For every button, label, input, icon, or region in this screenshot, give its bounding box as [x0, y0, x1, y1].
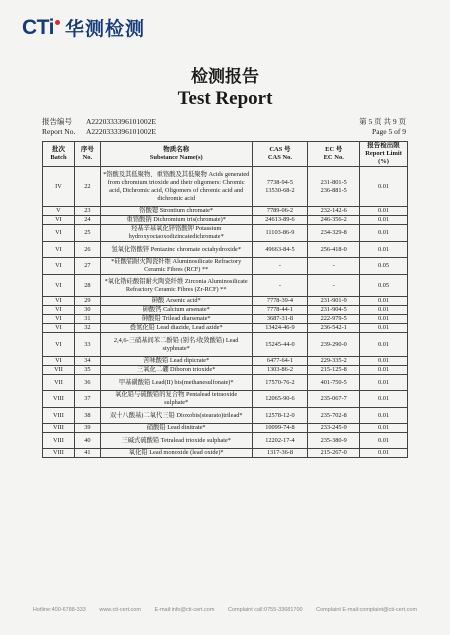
ec-cell: - [308, 275, 360, 297]
ec-cell: 235-380-9 [308, 433, 360, 449]
table-row [43, 258, 408, 275]
header-cas: CAS 号 CAS No. [252, 142, 308, 167]
cas-cell: 1303-86-2 [252, 366, 308, 375]
number-cell: 37 [74, 391, 100, 408]
cas-cell: 7738-94-5 13530-68-2 [252, 167, 308, 207]
batch-cell: VI [43, 216, 75, 225]
limit-cell: 0.01 [360, 315, 408, 324]
number-cell: 34 [74, 357, 100, 366]
batch-cell: VI [43, 242, 75, 258]
limit-cell: 0.01 [360, 306, 408, 315]
batch-cell: VI [43, 306, 75, 315]
limit-cell: 0.01 [360, 366, 408, 375]
limit-cell: 0.05 [360, 258, 408, 275]
cas-cell: 15245-44-0 [252, 333, 308, 357]
ec-cell: 233-245-9 [308, 424, 360, 433]
report-title-chinese: 检测报告 [191, 67, 259, 87]
number-cell: 41 [74, 449, 100, 458]
table-row [43, 297, 408, 306]
batch-cell: VIII [43, 391, 75, 408]
substance-cell: 硝酸铅 Lead dinitrate* [100, 424, 252, 433]
limit-cell: 0.01 [360, 167, 408, 207]
header-limit: 报告检出限 Report Limit (%) [360, 142, 408, 167]
ec-cell: 235-702-8 [308, 408, 360, 424]
table-row [43, 433, 408, 449]
number-cell: 28 [74, 275, 100, 297]
number-cell: 38 [74, 408, 100, 424]
limit-cell: 0.01 [360, 391, 408, 408]
number-cell: 39 [74, 424, 100, 433]
page-number-block [359, 117, 406, 137]
report-title-english: Test Report [177, 88, 273, 109]
footer-complaint-email: Complaint E-mail:complaint@cti-cert.com [316, 607, 418, 613]
cas-cell: 1317-36-8 [252, 449, 308, 458]
batch-cell: VI [43, 333, 75, 357]
footer-hotline: Hotline:400-6788-333 [32, 607, 86, 613]
ec-cell: 231-801-5 236-881-5 [308, 167, 360, 207]
header-no: 序号 No. [74, 142, 100, 167]
batch-cell: VI [43, 324, 75, 333]
page-number-en: Page 5 of 9 [372, 127, 406, 136]
cas-cell: 12202-17-4 [252, 433, 308, 449]
cas-cell: 49663-84-5 [252, 242, 308, 258]
ec-cell: 215-125-8 [308, 366, 360, 375]
cas-cell: - [252, 275, 308, 297]
report-number-block [42, 117, 156, 137]
substance-cell: 双十八酸基)二氧代三铅 Dioxobis(stearato)trilead* [100, 408, 252, 424]
number-cell: 33 [74, 333, 100, 357]
number-cell: 26 [74, 242, 100, 258]
limit-cell: 0.01 [360, 449, 408, 458]
limit-cell: 0.01 [360, 333, 408, 357]
cas-cell: 12578-12-0 [252, 408, 308, 424]
batch-cell: V [43, 207, 75, 216]
limit-cell: 0.01 [360, 297, 408, 306]
table-row [43, 324, 408, 333]
cas-cell: 13424-46-9 [252, 324, 308, 333]
number-cell: 24 [74, 216, 100, 225]
report-no-en: A2220333396101002E [86, 127, 156, 136]
batch-cell: VI [43, 357, 75, 366]
logo-text: CTi [22, 15, 54, 39]
table-row [43, 333, 408, 357]
substance-cell: 苦味酸铅 Lead dipicrate* [100, 357, 252, 366]
limit-cell: 0.01 [360, 207, 408, 216]
table-row [43, 357, 408, 366]
number-cell: 27 [74, 258, 100, 275]
substance-cell: 氢氧化铬酸锌 Pentazinc chromate octahydroxide* [100, 242, 252, 258]
substance-cell: 砷酸铅 Trilead diarsenate* [100, 315, 252, 324]
cas-cell: 24613-89-6 [252, 216, 308, 225]
cas-cell: 17570-76-2 [252, 375, 308, 391]
batch-cell: VI [43, 258, 75, 275]
limit-cell: 0.01 [360, 216, 408, 225]
substance-cell: 铬酸锶 Strontium chromate* [100, 207, 252, 216]
substance-cell: 叠氮化铅 Lead diazide, Lead azide* [100, 324, 252, 333]
limit-cell: 0.01 [360, 357, 408, 366]
company-logo [22, 14, 145, 41]
table-row [43, 275, 408, 297]
ec-cell: 256-418-0 [308, 242, 360, 258]
substance-cell: 氧化铅与硫酸铅的复合物 Pentalead tetraoxide sulphate* [100, 391, 252, 408]
substance-cell: *铬酸及其低聚物、重铬酸及其低聚物 Acids generated from chromium trioxide and their oligomers: Chromic acid, Dichromic acid, Oligomers of chromic acid and dichromic acid [100, 167, 252, 207]
substance-cell: *硅酸铝耐火陶瓷纤维 Aluminosilicate Refractory Ceramic Fibres (RCF) ** [100, 258, 252, 275]
limit-cell: 0.01 [360, 242, 408, 258]
table-row [43, 242, 408, 258]
number-cell: 31 [74, 315, 100, 324]
limit-cell: 0.05 [360, 275, 408, 297]
ec-cell: 234-329-8 [308, 225, 360, 242]
logo-dot-icon [55, 20, 60, 25]
table-header-row [43, 142, 408, 167]
batch-cell: VIII [43, 449, 75, 458]
substance-cell: 氧化铅 Lead monoxide (lead oxide)* [100, 449, 252, 458]
batch-cell: VII [43, 375, 75, 391]
limit-cell: 0.01 [360, 225, 408, 242]
ec-cell: 229-335-2 [308, 357, 360, 366]
substance-cell: 2,4,6-三硝基间苯二酚铅 (别名:收敛酸铅) Lead styphnate* [100, 333, 252, 357]
batch-cell: VIII [43, 408, 75, 424]
cas-cell: - [252, 258, 308, 275]
number-cell: 35 [74, 366, 100, 375]
substance-cell: 甲基磺酸铅 Lead(II) bis(methanesulfonate)* [100, 375, 252, 391]
limit-cell: 0.01 [360, 424, 408, 433]
table-row [43, 408, 408, 424]
header-batch: 批次 Batch [43, 142, 75, 167]
logo-chinese-name: 华测检测 [64, 18, 145, 40]
limit-cell: 0.01 [360, 408, 408, 424]
table-row [43, 449, 408, 458]
ec-cell: 222-979-5 [308, 315, 360, 324]
batch-cell: IV [43, 167, 75, 207]
ec-cell: 231-904-5 [308, 306, 360, 315]
cas-cell: 10099-74-8 [252, 424, 308, 433]
header-substance: 物质名称 Substance Name(s) [100, 142, 252, 167]
table-row [43, 366, 408, 375]
substance-cell: 砷酸 Arsenic acid* [100, 297, 252, 306]
ec-cell: 236-542-1 [308, 324, 360, 333]
table-row [43, 167, 408, 207]
table-row [43, 391, 408, 408]
batch-cell: VI [43, 275, 75, 297]
page-number-cn: 第 5 页 共 9 页 [359, 117, 406, 126]
limit-cell: 0.01 [360, 433, 408, 449]
substance-cell: 砷酸钙 Calcium arsenate* [100, 306, 252, 315]
number-cell: 32 [74, 324, 100, 333]
batch-cell: VI [43, 297, 75, 306]
substance-cell: 三碱式硫酸铅 Tetralead trioxide sulphate* [100, 433, 252, 449]
substance-cell: 三氧化二硼 Diboron trioxide* [100, 366, 252, 375]
limit-cell: 0.01 [360, 375, 408, 391]
number-cell: 30 [74, 306, 100, 315]
cas-cell: 11103-86-9 [252, 225, 308, 242]
ec-cell: 215-267-0 [308, 449, 360, 458]
substance-table [42, 141, 408, 458]
ec-cell: 246-356-2 [308, 216, 360, 225]
cas-cell: 7778-39-4 [252, 297, 308, 306]
ec-cell: 232-142-6 [308, 207, 360, 216]
report-no-cn-label: 报告编号 [42, 117, 72, 126]
footer-email: E-mail:info@cti-cert.com [154, 607, 215, 613]
report-no-en-label: Report No. [42, 127, 76, 136]
cas-cell: 12065-90-6 [252, 391, 308, 408]
cas-cell: 7789-06-2 [252, 207, 308, 216]
table-row [43, 216, 408, 225]
header-ec: EC 号 EC No. [308, 142, 360, 167]
number-cell: 23 [74, 207, 100, 216]
batch-cell: VI [43, 315, 75, 324]
ec-cell: 401-750-5 [308, 375, 360, 391]
report-no-cn: A2220333396101002E [86, 117, 156, 126]
cas-cell: 3687-31-8 [252, 315, 308, 324]
ec-cell: 235-067-7 [308, 391, 360, 408]
ec-cell: 239-290-0 [308, 333, 360, 357]
batch-cell: VIII [43, 433, 75, 449]
table-row [43, 424, 408, 433]
substance-cell: 羟基辛基氧化锌铬酸钾 Potassium hydroxyoctaoxodizincatedichromate* [100, 225, 252, 242]
table-row [43, 375, 408, 391]
batch-cell: VI [43, 225, 75, 242]
ec-cell: 231-901-9 [308, 297, 360, 306]
table-row [43, 315, 408, 324]
cas-cell: 6477-64-1 [252, 357, 308, 366]
batch-cell: VIII [43, 424, 75, 433]
page-footer [0, 607, 450, 613]
cas-cell: 7778-44-1 [252, 306, 308, 315]
number-cell: 25 [74, 225, 100, 242]
number-cell: 29 [74, 297, 100, 306]
footer-complaint-call: Complaint call:0755-33681700 [227, 607, 303, 613]
number-cell: 22 [74, 167, 100, 207]
batch-cell: VII [43, 366, 75, 375]
number-cell: 36 [74, 375, 100, 391]
table-row [43, 225, 408, 242]
table-row [43, 207, 408, 216]
substance-cell: *氧化锆硅酸铝耐火陶瓷纤维 Zirconia Aluminosilicate Refractory Ceramic Fibres (Zr-RCF) ** [100, 275, 252, 297]
footer-web: www.cti-cert.com [99, 607, 141, 613]
substance-cell: 重铬酸钠 Dichromium tris(chromate)* [100, 216, 252, 225]
table-row [43, 306, 408, 315]
edge-stamp-fragment [436, 270, 446, 330]
ec-cell: - [308, 258, 360, 275]
number-cell: 40 [74, 433, 100, 449]
limit-cell: 0.01 [360, 324, 408, 333]
